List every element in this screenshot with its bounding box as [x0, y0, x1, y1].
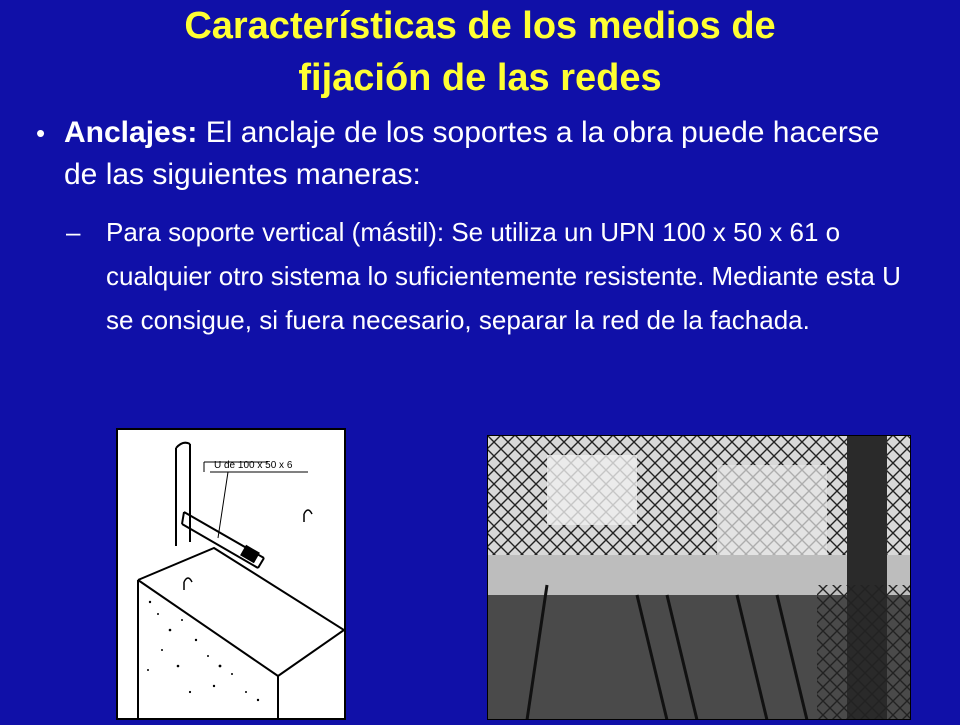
bullet-marker: • — [36, 118, 46, 148]
bullet-list — [36, 112, 936, 342]
sub-bullet-marker: – — [66, 217, 81, 247]
bullet-text — [64, 112, 894, 196]
anchor-photo — [487, 435, 911, 720]
slide-title — [60, 0, 900, 104]
anchor-photo-image — [487, 435, 911, 720]
anchor-diagram — [116, 428, 346, 720]
bullet-item-anclajes — [36, 112, 936, 196]
title-line-1: Características de los medios de — [184, 5, 776, 47]
diagram-label: U de 100 x 50 x 6 — [214, 460, 293, 471]
sub-bullet-text: Para soporte vertical (mástil): Se utiliza un UPN 100 x 50 x 61 o cualquier otro sistema lo suficientemente resistente. Mediante esta U se consigue, si fuera necesario, separar la red de la fachada. — [106, 217, 901, 335]
bullet-body: El anclaje de los soportes a la obra puede hacerse de las siguientes maneras: — [64, 116, 880, 191]
bullet-term: Anclajes: — [64, 116, 198, 149]
title-line-2: fijación de las redes — [298, 57, 662, 99]
anchor-diagram-drawing — [118, 430, 344, 718]
sub-bullet-item — [66, 210, 936, 342]
